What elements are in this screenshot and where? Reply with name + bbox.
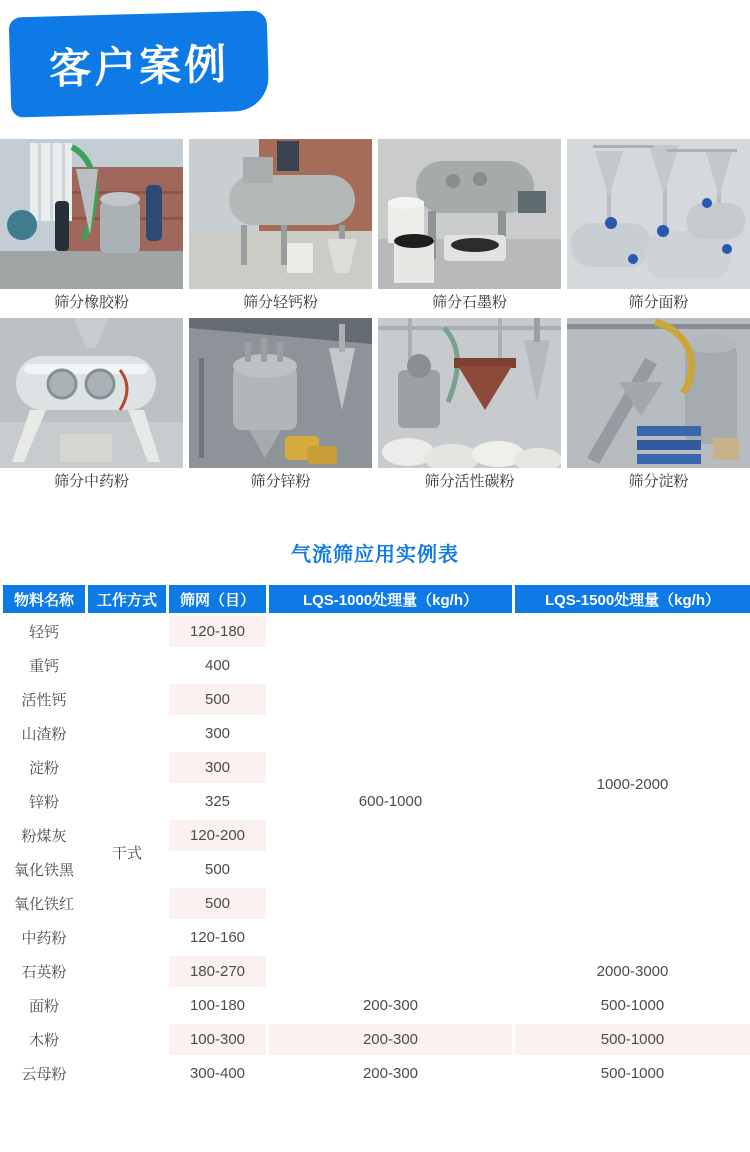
lqs1500-cell: 500-1000 (514, 989, 750, 1023)
case-item-starch (567, 318, 750, 492)
case-caption: 筛分面粉 (567, 289, 750, 313)
header-work-mode: 工作方式 (87, 584, 168, 615)
case-item-activated-carbon (378, 318, 561, 492)
material-cell: 锌粉 (2, 785, 87, 819)
case-caption: 筛分活性碳粉 (378, 468, 561, 492)
case-caption: 筛分淀粉 (567, 468, 750, 492)
case-photo-flour (567, 139, 750, 289)
case-gallery (0, 139, 750, 492)
table-row (2, 615, 750, 649)
table-header-row (2, 584, 750, 615)
header-lqs1500: LQS-1500处理量（kg/h） (514, 584, 750, 615)
case-caption: 筛分轻钙粉 (189, 289, 372, 313)
mesh-cell: 120-160 (168, 921, 268, 955)
material-cell: 重钙 (2, 649, 87, 683)
material-cell: 淀粉 (2, 751, 87, 785)
material-cell: 木粉 (2, 1023, 87, 1057)
lqs1500-cell: 500-1000 (514, 1057, 750, 1091)
mesh-cell: 500 (168, 887, 268, 921)
header-mesh: 筛网（目） (168, 584, 268, 615)
case-item-light-calcium (189, 139, 372, 313)
case-item-chinese-medicine (0, 318, 183, 492)
case-photo-graphite (378, 139, 561, 289)
material-cell: 山渣粉 (2, 717, 87, 751)
case-photo-zinc-powder (189, 318, 372, 468)
mesh-cell: 100-300 (168, 1023, 268, 1057)
mesh-cell: 300-400 (168, 1057, 268, 1091)
material-cell: 面粉 (2, 989, 87, 1023)
lqs1500-quartz-cell: 2000-3000 (514, 955, 750, 989)
case-photo-starch (567, 318, 750, 468)
material-cell: 氧化铁红 (2, 887, 87, 921)
lqs1000-cell: 200-300 (268, 1023, 514, 1057)
mesh-cell: 500 (168, 853, 268, 887)
lqs1500-cell: 500-1000 (514, 1023, 750, 1057)
mesh-cell: 180-270 (168, 955, 268, 989)
mesh-cell: 300 (168, 717, 268, 751)
material-cell: 轻钙 (2, 615, 87, 649)
mesh-cell: 120-180 (168, 615, 268, 649)
application-table (0, 582, 750, 1092)
case-photo-light-calcium (189, 139, 372, 289)
case-caption: 筛分锌粉 (189, 468, 372, 492)
mesh-cell: 300 (168, 751, 268, 785)
material-cell: 氧化铁黑 (2, 853, 87, 887)
customer-cases-page (0, 14, 750, 1092)
lqs1000-merged-cell: 600-1000 (268, 615, 514, 989)
work-mode-cell: 干式 (87, 615, 168, 1091)
mesh-cell: 100-180 (168, 989, 268, 1023)
mesh-cell: 325 (168, 785, 268, 819)
case-item-rubber-powder (0, 139, 183, 313)
case-caption: 筛分石墨粉 (378, 289, 561, 313)
lqs1000-cell: 200-300 (268, 989, 514, 1023)
material-cell: 云母粉 (2, 1057, 87, 1091)
material-cell: 活性钙 (2, 683, 87, 717)
case-photo-activated-carbon (378, 318, 561, 468)
banner-title: 客户案例 (48, 31, 230, 96)
application-table-title: 气流筛应用实例表 (0, 538, 750, 567)
material-cell: 石英粉 (2, 955, 87, 989)
case-item-flour (567, 139, 750, 313)
mesh-cell: 120-200 (168, 819, 268, 853)
material-cell: 粉煤灰 (2, 819, 87, 853)
case-caption: 筛分中药粉 (0, 468, 183, 492)
mesh-cell: 400 (168, 649, 268, 683)
case-photo-rubber-powder (0, 139, 183, 289)
case-photo-chinese-medicine (0, 318, 183, 468)
header-material: 物料名称 (2, 584, 87, 615)
header-lqs1000: LQS-1000处理量（kg/h） (268, 584, 514, 615)
case-item-zinc-powder (189, 318, 372, 492)
case-caption: 筛分橡胶粉 (0, 289, 183, 313)
mesh-cell: 500 (168, 683, 268, 717)
customer-cases-banner (9, 10, 270, 117)
case-item-graphite (378, 139, 561, 313)
material-cell: 中药粉 (2, 921, 87, 955)
lqs1000-cell: 200-300 (268, 1057, 514, 1091)
lqs1500-merged-cell: 1000-2000 (514, 615, 750, 955)
